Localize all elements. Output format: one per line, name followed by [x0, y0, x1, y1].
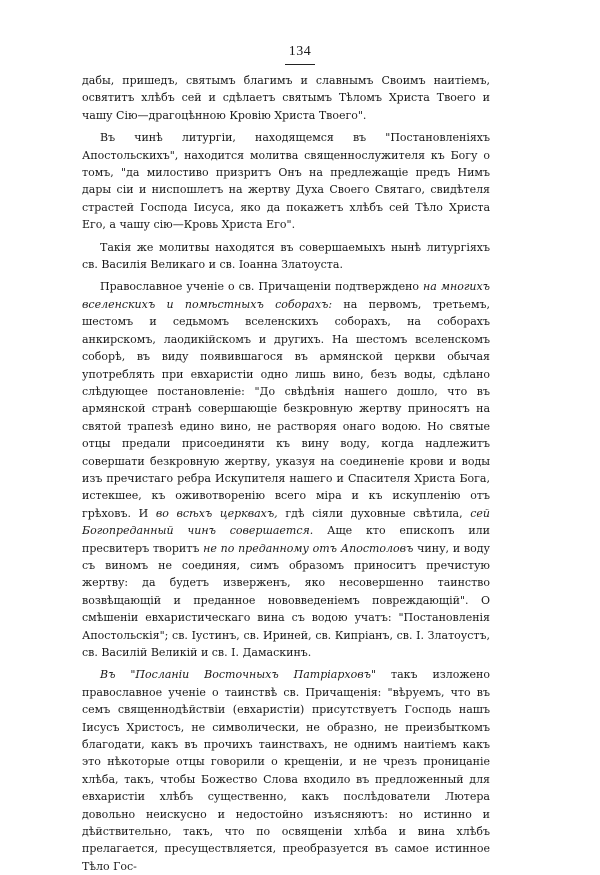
p4-emphasis-apostles: не по преданному отъ Апостоловъ [203, 541, 414, 555]
p4-emphasis-rite: сей Богопреданный чинъ совершается. [82, 506, 491, 538]
body-text [82, 72, 490, 875]
p5-text-b: такъ изложено православное ученiе о таинствѣ св. Причащенiя: "вѣруемъ, что въ семъ священнодѣйствiи (евхаристiи) присутствуетъ Господь нашъ Iисусъ Христосъ, не символически, не образно, не преизбыткомъ благодати, какъ въ прочихъ таинствахъ, не однимъ наитiемъ какъ это нѣкоторые отцы говорили о крещенiи, и не чрезъ проницанiе хлѣба, такъ, чтобы Божество Слова входило въ предложенный для евхаристiи хлѣбъ существенно, какъ послѣдователи Лютера довольно неискусно и недостойно изъясняютъ: но истинно и дѣйствительно, такъ, что по освященiи хлѣба и вина хлѣбъ прелагается, пресуществляется, преобразуется въ самое истинное Тѣло Гос- [82, 668, 490, 873]
p5-emphasis-epistle: Въ "Посланiи Восточныхъ Патрiарховъ" [100, 668, 377, 682]
paragraph-2: Въ чинѣ литургiи, находящемся въ "Постановленiяхъ Апостольскихъ", находится молитва священнослужителя къ Богу о томъ, "да милостиво призритъ Онъ на предлежащiе предъ Нимъ дары сiи и ниспошлетъ на жертву Духа Своего Святаго, свидѣтеля страстей Господа Iисуса, яко да покажетъ хлѣбъ сей Тѣло Христа Его, а чашу сiю—Кровь Христа Его". [82, 131, 490, 232]
paragraph-1: дабы, пришедъ, святымъ благимъ и славнымъ Своимъ наитiемъ, освятитъ хлѣбъ сей и сдѣлаетъ святымъ Тѣломъ Христа Твоего и чашу Сiю—драгоцѣнною Кровiю Христа Твоего". [82, 74, 490, 122]
p4-text-e: гдѣ сiяли духовные свѣтила, [277, 506, 471, 520]
page-number: 134 [0, 44, 600, 60]
p4-emphasis-councils: на многихъ вселенскихъ и помѣстныхъ соборахъ: [82, 280, 490, 311]
p4-emphasis-churches: во всѣхъ церквахъ, [155, 506, 278, 520]
p4-text-c: на первомъ, третьемъ, шестомъ и седьмомъ вселенскихъ соборахъ, на соборахъ анкирскомъ, лаодикiйскомъ и другихъ. На шестомъ вселенскомъ соборѣ, въ виду появившагося въ армянской церкви обычая употреблять при евхаристiи одно лишь вино, безъ воды, сдѣлано слѣдующее постановленiе: "До свѣдѣнiя нашего дошло, что въ армянской странѣ совершающiе безкровную жертву приносятъ на святой трапезѣ едино вино, не растворяя онаго водою. Но святые отцы предали присоединяти къ вину воду, когда надлежитъ совершати безкровную жертву, указуя на соединенiе крови и воды изъ пречистаго ребра Искупителя нашего и Спасителя Христа Бога, истекшее, къ оживотворенiю всего мiра и къ искупленiю отъ грѣховъ. И [82, 297, 490, 520]
paragraph-3: Такiя же молитвы находятся въ совершаемыхъ нынѣ литургiяхъ св. Василiя Великаго и св. Iоанна Златоуста. [82, 240, 490, 272]
p4-text-i: чину, и воду съ виномъ не соединяя, симъ образомъ приноситъ пречистую жертву: да будетъ изверженъ, яко несовершенно таинство возвѣщающiй и преданное нововведенiемъ повреждающiй". О смѣшенiи евхаристическаго вина съ водою учатъ: "Постановленiя Апостольскiя"; св. Iустинъ, св. Ириней, св. Кипрiанъ, св. I. Златоустъ, св. Василiй Великiй и св. I. Дамаскинъ. [82, 541, 490, 659]
p4-text-a: Православное ученiе о св. Причащенiи подтверждено [100, 280, 424, 294]
paragraph-4 [82, 278, 490, 661]
p4-text-g: Аще кто епископъ или пресвитеръ творитъ [82, 524, 491, 555]
paragraph-5 [82, 666, 490, 875]
